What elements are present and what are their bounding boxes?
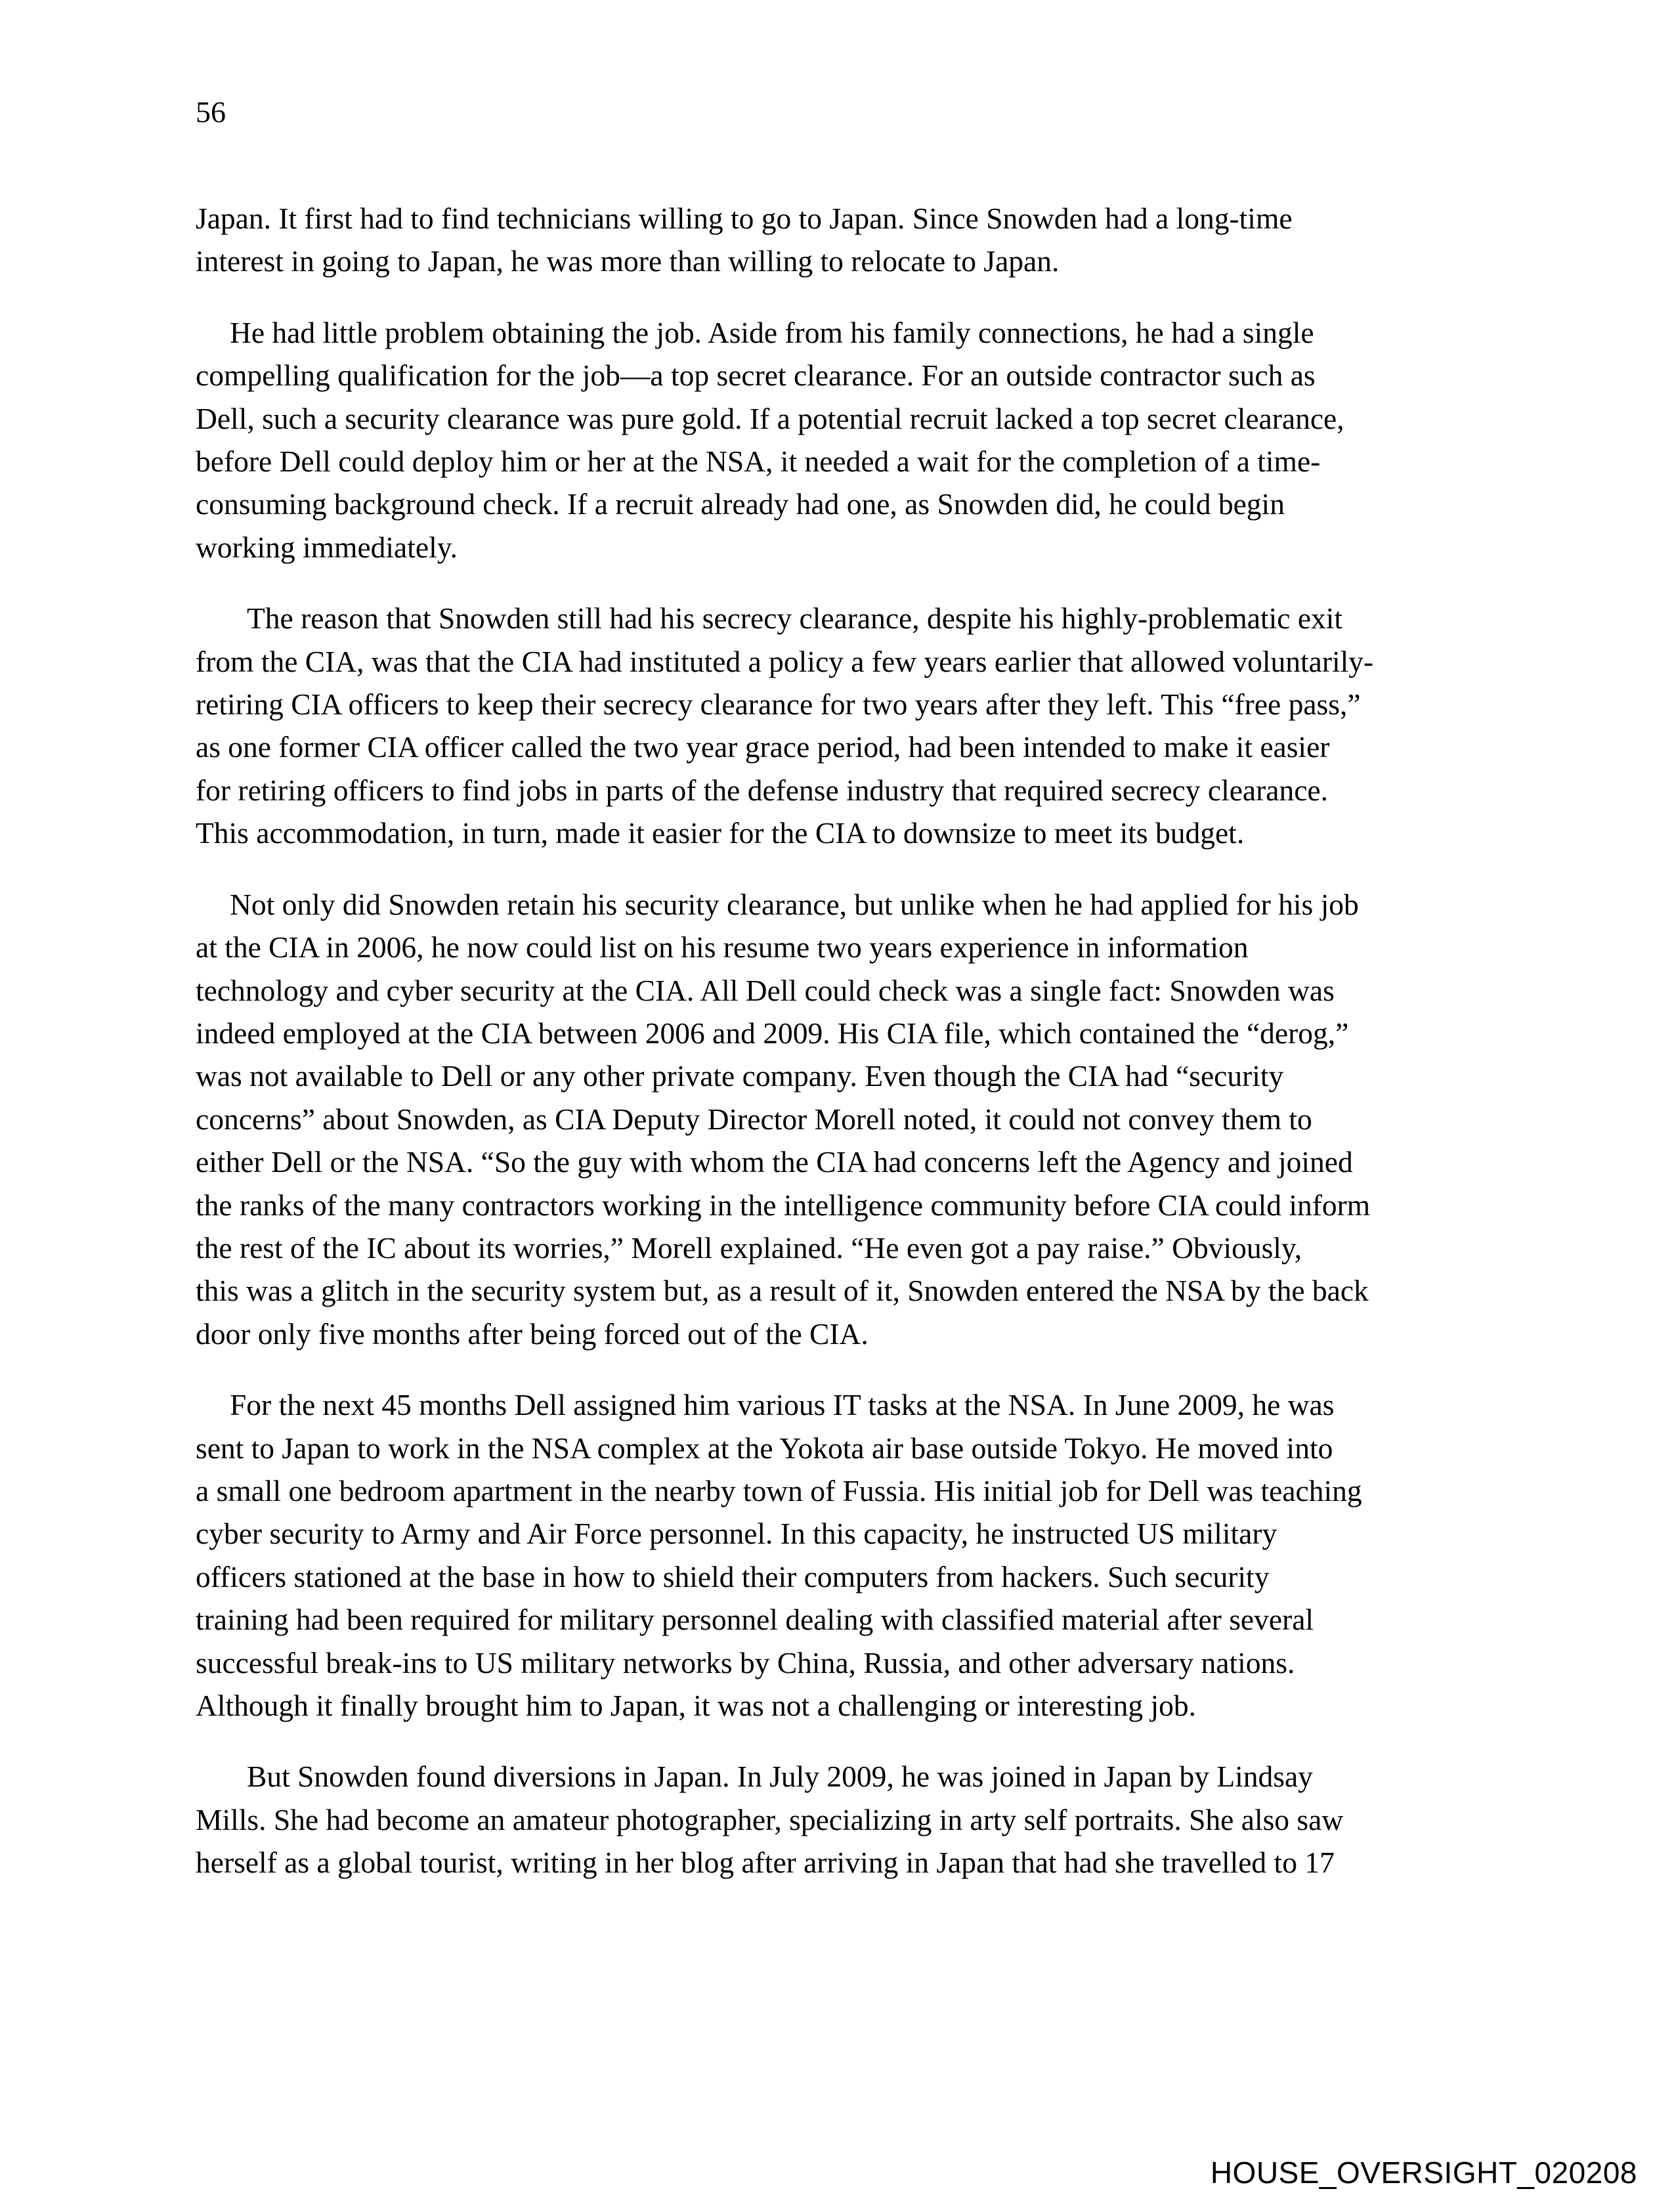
text-line: He had little problem obtaining the job. Aside from his family connections, he had a single <box>230 315 1314 349</box>
text-line: sent to Japan to work in the NSA complex at the Yokota air base outside Tokyo. He moved into <box>196 1431 1333 1465</box>
text-line: this was a glitch in the security system but, as a result of it, Snowden entered the NSA by the back <box>196 1274 1369 1308</box>
text-line: the ranks of the many contractors working in the intelligence community before CIA could inform <box>196 1188 1371 1222</box>
text-line: for retiring officers to find jobs in parts of the defense industry that required secrecy clearance. <box>196 773 1328 807</box>
text-line: as one former CIA officer called the two year grace period, had been intended to make it easier <box>196 730 1330 764</box>
text-line: Japan. It first had to find technicians willing to go to Japan. Since Snowden had a long-time <box>196 202 1293 235</box>
text-line: from the CIA, was that the CIA had instituted a policy a few years earlier that allowed voluntarily- <box>196 644 1374 678</box>
bates-number: HOUSE_OVERSIGHT_020208 <box>1210 2156 1637 2190</box>
paragraph <box>196 883 1502 1355</box>
text-line: interest in going to Japan, he was more than willing to relocate to Japan. <box>196 244 1060 278</box>
text-line: Dell, such a security clearance was pure gold. If a potential recruit lacked a top secret clearance, <box>196 401 1344 435</box>
text-line: a small one bedroom apartment in the nearby town of Fussia. His initial job for Dell was teaching <box>196 1473 1362 1507</box>
text-line: training had been required for military personnel dealing with classified material after several <box>196 1603 1314 1637</box>
text-line: at the CIA in 2006, he now could list on his resume two years experience in information <box>196 930 1249 965</box>
text-line: either Dell or the NSA. “So the guy with whom the CIA had concerns left the Agency and joined <box>196 1145 1353 1179</box>
paragraph <box>196 1383 1502 1727</box>
text-line: concerns” about Snowden, as CIA Deputy Director Morell noted, it could not convey them to <box>196 1102 1312 1136</box>
text-line: The reason that Snowden still had his secrecy clearance, despite his highly-problematic exit <box>247 601 1343 636</box>
text-line: working immediately. <box>196 530 458 564</box>
text-line: was not available to Dell or any other private company. Even though the CIA had “security <box>196 1059 1284 1093</box>
text-line: technology and cyber security at the CIA. All Dell could check was a single fact: Snowden was <box>196 973 1335 1007</box>
text-line: For the next 45 months Dell assigned him various IT tasks at the NSA. In June 2009, he was <box>230 1388 1335 1422</box>
text-line: Not only did Snowden retain his security clearance, but unlike when he had applied for his job <box>230 887 1359 921</box>
text-line: compelling qualification for the job—a top secret clearance. For an outside contractor such as <box>196 358 1316 393</box>
paragraph <box>196 311 1502 569</box>
paragraph <box>196 1755 1502 1884</box>
text-line: Mills. She had become an amateur photographer, specializing in arty self portraits. She also saw <box>196 1802 1344 1836</box>
body-text <box>196 197 1502 1913</box>
text-line: the rest of the IC about its worries,” Morell explained. “He even got a pay raise.” Obviously, <box>196 1230 1302 1265</box>
text-line: before Dell could deploy him or her at the NSA, it needed a wait for the completion of a time- <box>196 445 1321 479</box>
text-line: consuming background check. If a recruit already had one, as Snowden did, he could begin <box>196 487 1285 521</box>
text-line: officers stationed at the base in how to shield their computers from hackers. Such security <box>196 1559 1270 1594</box>
text-line: retiring CIA officers to keep their secrecy clearance for two years after they left. This “free pass,” <box>196 687 1361 722</box>
text-line: This accommodation, in turn, made it easier for the CIA to downsize to meet its budget. <box>196 816 1245 850</box>
text-line: herself as a global tourist, writing in her blog after arriving in Japan that had she travelled to 17 <box>196 1846 1335 1880</box>
text-line: door only five months after being forced out of the CIA. <box>196 1316 869 1351</box>
paragraph <box>196 597 1502 854</box>
text-line: Although it finally brought him to Japan, it was not a challenging or interesting job. <box>196 1689 1197 1722</box>
text-line: successful break-ins to US military networks by China, Russia, and other adversary nations. <box>196 1645 1295 1680</box>
text-line: cyber security to Army and Air Force personnel. In this capacity, he instructed US military <box>196 1517 1277 1551</box>
paragraph <box>196 197 1502 283</box>
text-line: indeed employed at the CIA between 2006 and 2009. His CIA file, which contained the “derog,” <box>196 1016 1349 1050</box>
page-number: 56 <box>196 95 226 129</box>
text-line: But Snowden found diversions in Japan. In July 2009, he was joined in Japan by Lindsay <box>247 1760 1313 1794</box>
